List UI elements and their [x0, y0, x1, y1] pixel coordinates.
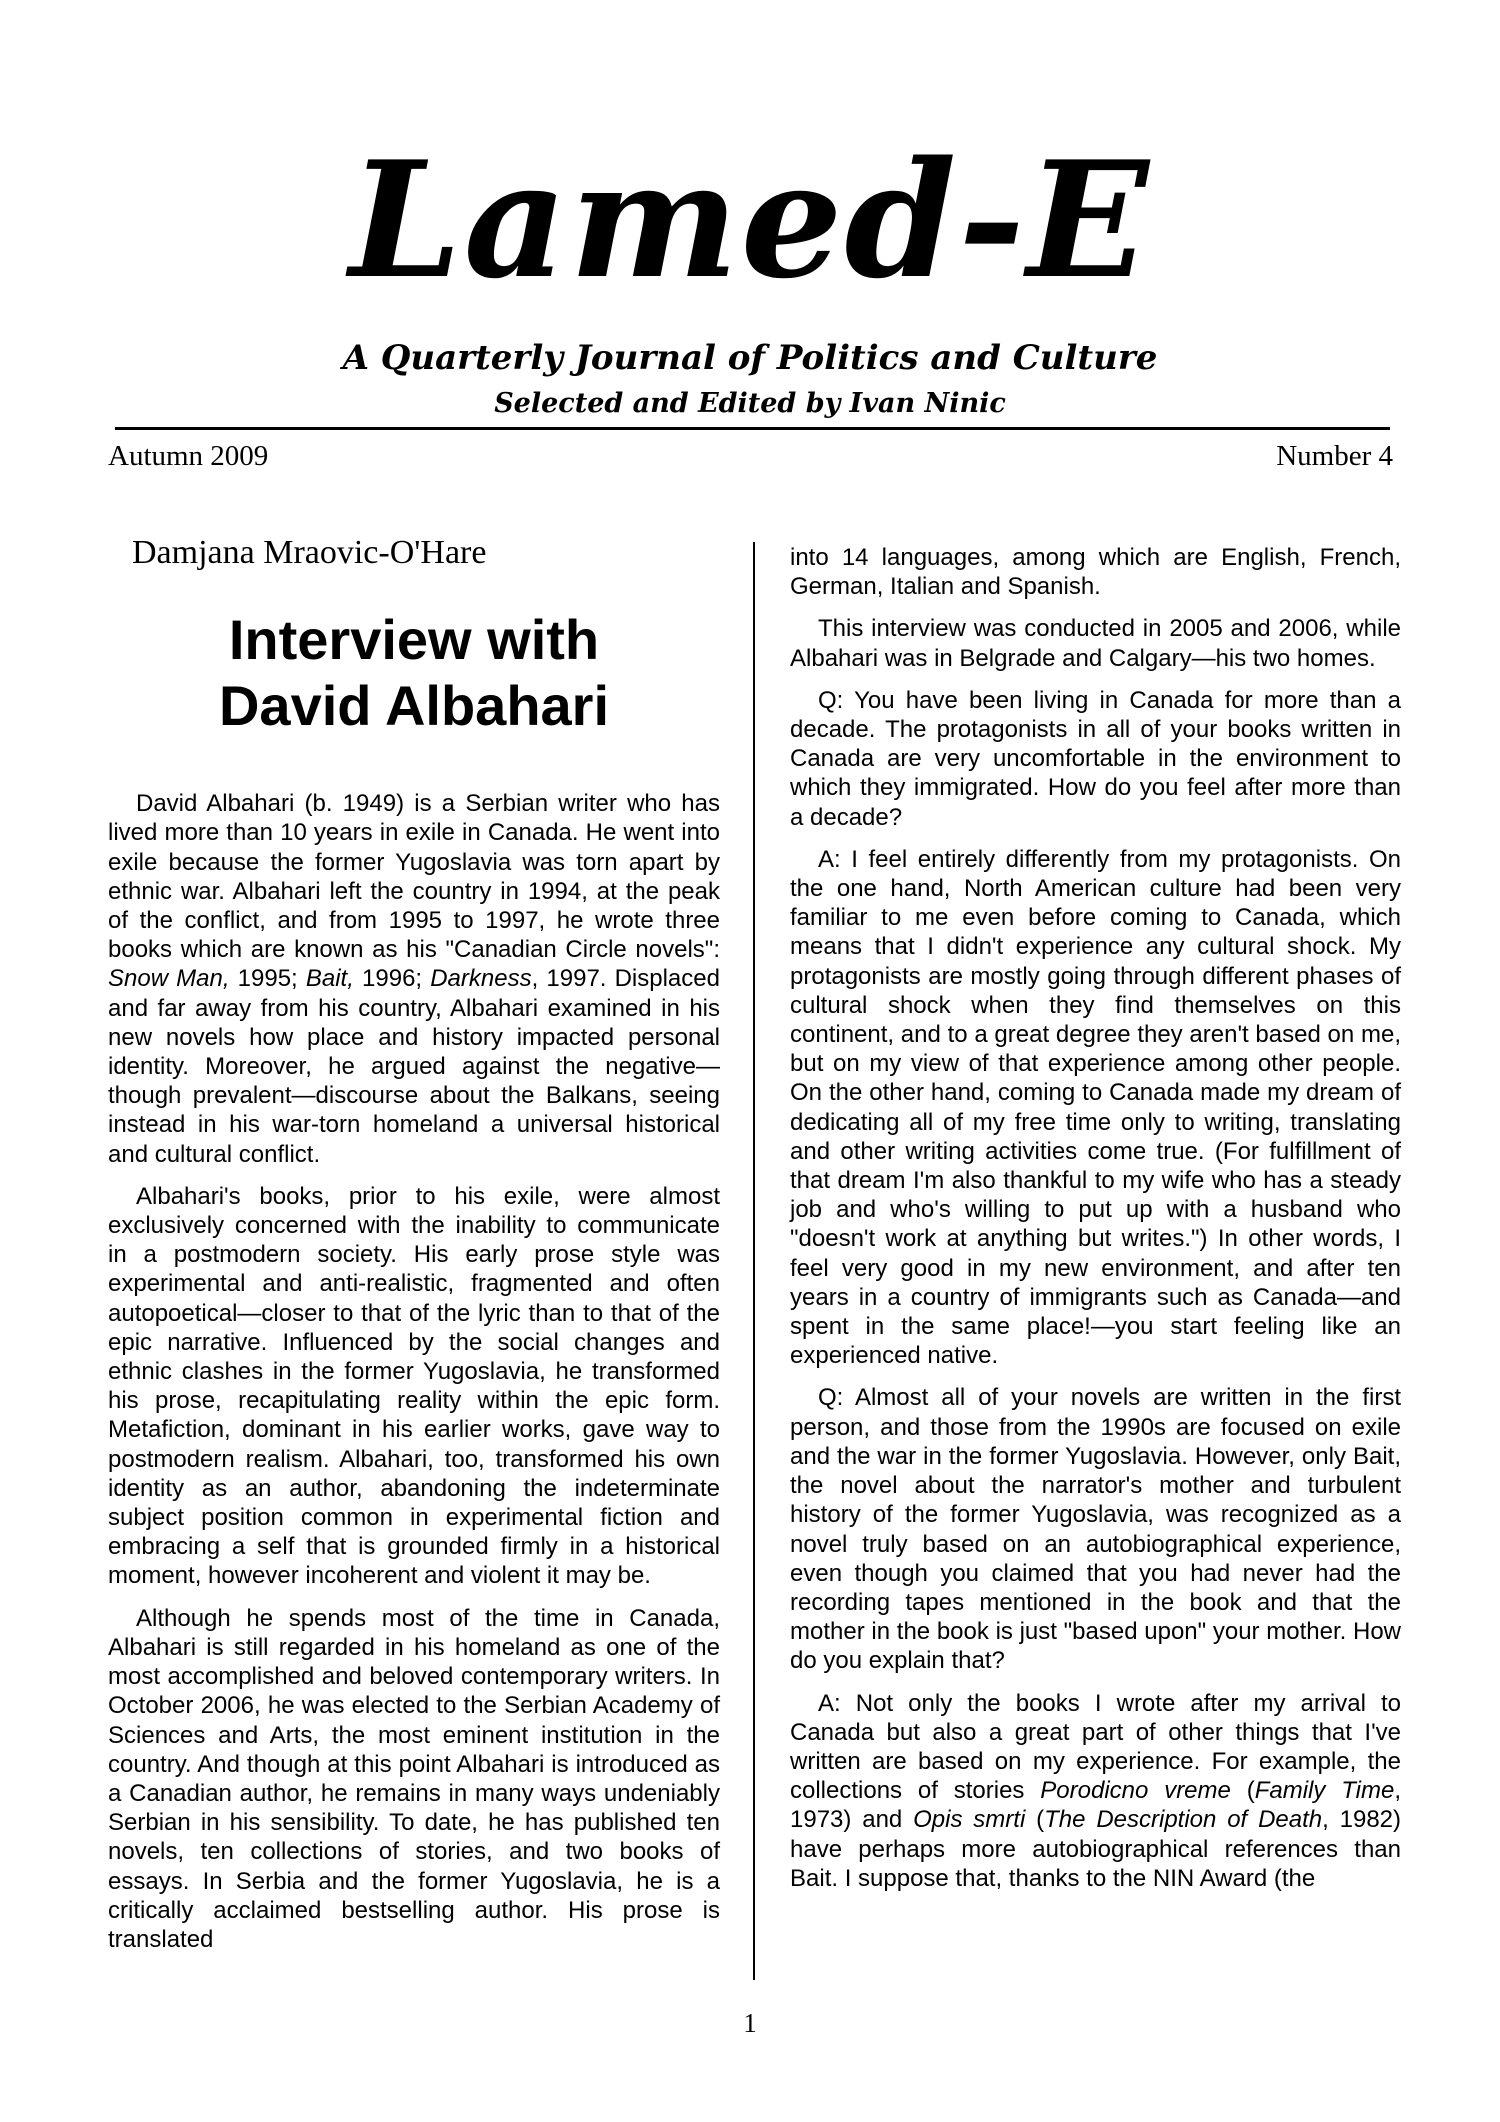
- interview-question: Q: You have been living in Canada for more than a decade. The protagonists in all of your books written in Canada are very uncomfortable in the environment to which they immigrated. How do you feel after more than a decade?: [790, 686, 1401, 831]
- issue-season: Autumn 2009: [108, 440, 269, 472]
- header-rule: [115, 427, 1390, 430]
- masthead: [0, 126, 1500, 419]
- book-title: Darkness: [430, 965, 532, 993]
- interview-question: Q: Almost all of your novels are written in the first person, and those from the 1990s are focused on exile and the war in the former Yugoslavia. However, only Bait, the novel about the narrator's mother and turbulent history of the former Yugoslavia, was recognized as a novel truly based on an autobiographical experience, even though you claimed that you had never had the recording tapes mentioned in the book and that the mother in the book is just "based upon" your mother. How do you explain that?: [790, 1384, 1401, 1675]
- right-column: [790, 543, 1401, 1906]
- page-number: 1: [743, 2008, 757, 2038]
- issue-number: Number 4: [1276, 440, 1393, 472]
- journal-tagline: A Quarterly Journal of Politics and Culture: [342, 338, 1158, 378]
- interview-answer: A: I feel entirely differently from my protagonists. On the one hand, North American culture had been very familiar to me even before coming to Canada, which means that I didn't experience any cultural shock. My protagonists are mostly going through different phases of cultural shock when they find themselves on this continent, and to a great degree they aren't based on me, but on my view of that experience among other people. On the other hand, coming to Canada made my dream of dedicating all of my free time only to writing, translating and other writing activities come true. (For fulfillment of that dream I'm also thankful to my wife who has a steady job and who's willing to put up with a husband who "doesn't work at anything but writes.") In other words, I feel very good in my new environment, and after ten years in a country of immigrants such as Canada—and spent in the same place!—you start feeling like an experienced native.: [790, 845, 1401, 1370]
- book-title: The Description of Death: [1044, 1806, 1323, 1834]
- book-title: Porodicno vreme: [1040, 1777, 1231, 1805]
- left-column: [108, 534, 720, 1967]
- book-title: Bait,: [305, 965, 354, 993]
- intro-paragraph: David Albahari (b. 1949) is a Serbian writer who has lived more than 10 years in exile in Canada. He went into exile because the former Yugoslavia was torn apart by ethnic war. Albahari left the country in 1994, at the peak of the conflict, and from 1995 to 1997, he wrote three books which are known as his "Canadian Circle novels": Snow Man, 1995; Bait, 1996; Darkness, 1997. Displaced and far away from his country, Albahari examined in his new novels how place and history impacted personal identity. Moreover, he argued against the negative—though prevalent—discourse about the Balkans, seeing instead in his war-torn homeland a universal historical and cultural conflict.: [108, 790, 720, 1168]
- article-title: [108, 607, 720, 739]
- article-title-line-1: Interview with: [228, 608, 600, 672]
- journal-title: Lamed-E: [349, 126, 1151, 314]
- interview-answer: A: Not only the books I wrote after my arrival to Canada but also a great part of other things that I've written are based on my experience. For example, the collections of stories Porodicno vreme (Family Time, 1973) and Opis smrti (The Description of Death, 1982) have perhaps more autobiographical references than Bait. I suppose that, thanks to the NIN Award (the: [790, 1689, 1402, 1892]
- article-title-line-2: David Albahari: [218, 674, 610, 738]
- body-paragraph: Although he spends most of the time in Canada, Albahari is still regarded in his homeland as one of the most accomplished and beloved contemporary writers. In October 2006, he was elected to the Serbian Academy of Sciences and Arts, the most eminent institution in the country. And though at this point Albahari is introduced as a Canadian author, he remains in many ways undeniably Serbian in his sensibility. To date, he has published ten novels, ten collections of stories, and two books of essays. In Serbia and the former Yugoslavia, he is a critically acclaimed bestselling author. His prose is translated: [108, 1604, 720, 1953]
- body-paragraph: into 14 languages, among which are English, French, German, Italian and Spanish.: [790, 544, 1401, 601]
- body-paragraph: This interview was conducted in 2005 and 2006, while Albahari was in Belgrade and Calgary—his two homes.: [790, 615, 1401, 672]
- book-title: Family Time: [1254, 1777, 1395, 1805]
- article-author: Damjana Mraovic-O'Hare: [132, 534, 487, 571]
- journal-editor: Selected and Edited by Ivan Ninic: [494, 388, 1006, 419]
- book-title: Snow Man,: [108, 965, 230, 993]
- body-paragraph: Albahari's books, prior to his exile, were almost exclusively concerned with the inability to communicate in a postmodern society. His early prose style was experimental and anti-realistic, fragmented and often autopoetical—closer to that of the lyric than to that of the epic narrative. Influenced by the social changes and ethnic clashes in the former Yugoslavia, he transformed his prose, recapitulating reality within the epic form. Metafiction, dominant in his earlier works, gave way to postmodern realism. Albahari, too, transformed his own identity as an author, abandoning the indeterminate subject position common in experimental fiction and embracing a self that is grounded firmly in a historical moment, however incoherent and violent it may be.: [108, 1182, 720, 1590]
- book-title: Opis smrti: [913, 1806, 1026, 1834]
- column-divider: [753, 542, 755, 1980]
